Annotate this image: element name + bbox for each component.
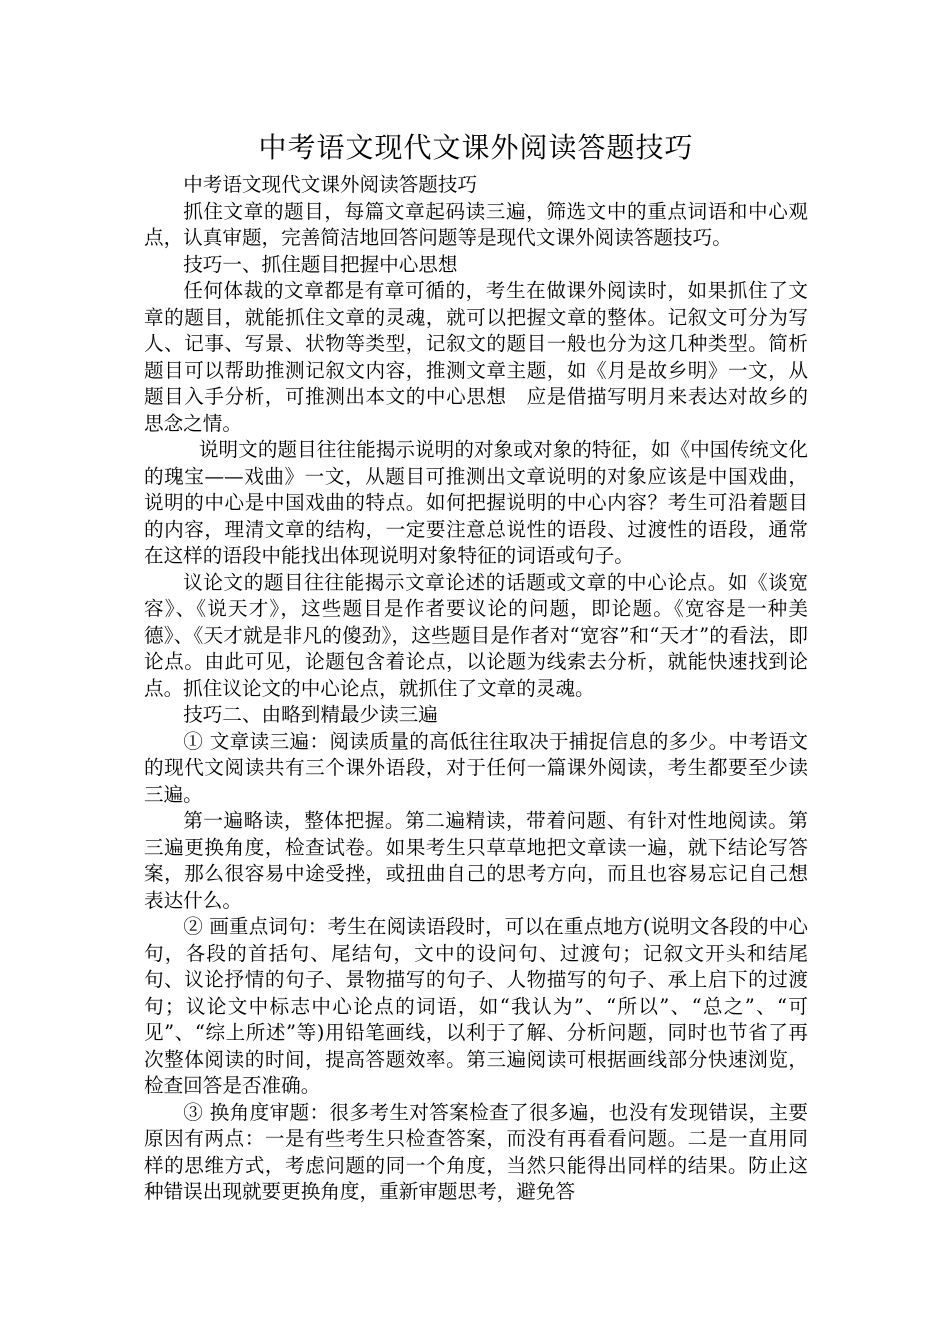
paragraph-change-angle: ③ 换角度审题：很多考生对答案检查了很多遍，也没有发现错误，主要原因有两点：一是有些考生只检查答案，而没有再看看问题。二是一直用同样的思维方式，考虑问题的同一个角度，当然只能得出同样的结果。防止这种错误出现就要更换角度，重新审题思考，避免答	[144, 1100, 808, 1203]
section-heading-tip-1: 技巧一、抓住题目把握中心思想	[183, 252, 458, 276]
paragraph-expository: 说明文的题目往往能揭示说明的对象或对象的特征，如《中国传统文化的瑰宝——戏曲》一文，从题目可推测出文章说明的对象应该是中国戏曲，说明的中心是中国戏曲的特点。如何把握说明的中心内容？考生可沿着题目的内容，理清文章的结构，一定要注意总说性的语段、过渡性的语段，通常在这样的语段中能找出体现说明对象特征的词语或句子。	[144, 438, 808, 567]
paragraph-argumentative: 议论文的题目往往能揭示文章论述的话题或文章的中心论点。如《谈宽容》、《说天才》，这些题目是作者要议论的问题，即论题。《宽容是一种美德》、《天才就是非凡的傻劲》，这些题目是作者对“宽容”和“天才”的看法，即论点。由此可见，论题包含着论点，以论题为线索去分析，就能快速找到论点。抓住议论文的中心论点，就抓住了文章的灵魂。	[144, 570, 808, 700]
paragraph-subtitle: 中考语文现代文课外阅读答题技巧	[183, 173, 478, 196]
paragraph-reading-passes: 第一遍略读，整体把握。第二遍精读，带着问题、有针对性地阅读。第三遍更换角度，检查试卷。如果考生只草草地把文章读一遍，就下结论写答案，那么很容易中途受挫，或扭曲自己的思考方向，而且也容易忘记自己想表达什么。	[144, 809, 808, 912]
document-title: 中考语文现代文课外阅读答题技巧	[258, 131, 694, 164]
paragraph-intro: 抓住文章的题目，每篇文章起码读三遍，筛选文中的重点词语和中心观点，认真审题，完善简洁地回答问题等是现代文课外阅读答题技巧。	[144, 199, 808, 249]
paragraph-underline-keypoints: ② 画重点词句：考生在阅读语段时，可以在重点地方(说明文各段的中心句，各段的首括句、尾结句，文中的设问句、过渡句；记叙文开头和结尾句、议论抒情的句子、景物描写的句子、人物描写的句子、承上启下的过渡句；议论文中标志中心论点的词语，如“我认为”、“所以”、“总之”、“可见”、“综上所述”等)用铅笔画线，以利于了解、分析问题，同时也节省了再次整体阅读的时间，提高答题效率。第三遍阅读可根据画线部分快速浏览，检查回答是否准确。	[144, 915, 808, 1097]
paragraph-read-three-times: ① 文章读三遍：阅读质量的高低往往取决于捕捉信息的多少。中考语文的现代文阅读共有三个课外语段，对于任何一篇课外阅读，考生都要至少读三遍。	[144, 729, 808, 806]
document-page	[144, 128, 808, 1206]
section-heading-tip-2: 技巧二、由略到精最少读三遍	[183, 703, 438, 726]
paragraph-narrative: 任何体裁的文章都是有章可循的，考生在做课外阅读时，如果抓住了文章的题目，就能抓住文章的灵魂，就可以把握文章的整体。记叙文可分为写人、记事、写景、状物等类型，记叙文的题目一般也分为这几种类型。简析题目可以帮助推测记叙文内容，推测文章主题，如《月是故乡明》一文，从题目入手分析，可推测出本文的中心思想 应是借描写明月来表达对故乡的思念之情。	[144, 279, 808, 435]
